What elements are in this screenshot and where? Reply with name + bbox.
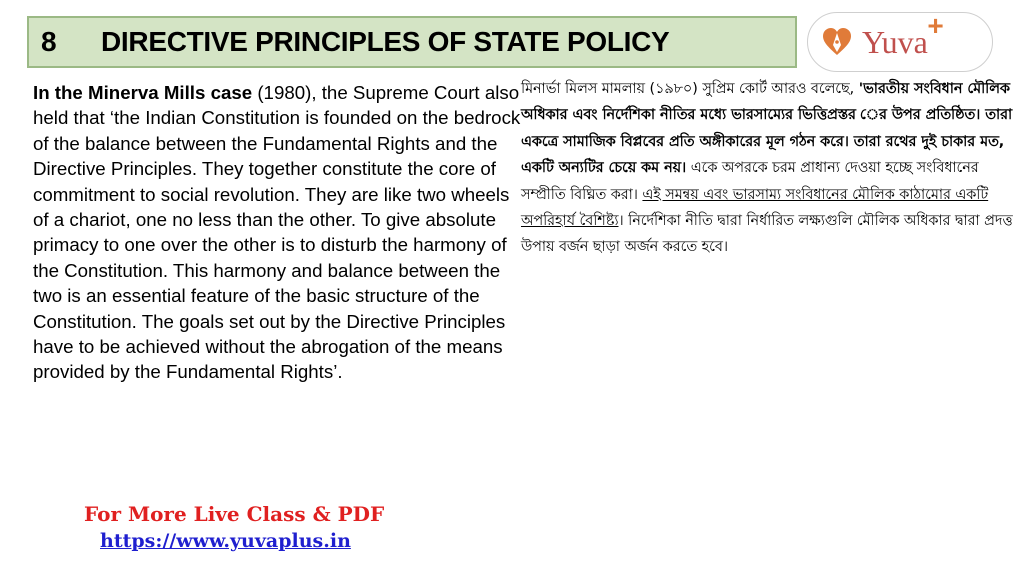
english-body: (1980), the Supreme Court also held that ‘the Indian Constitution is founded on the bedrock of the balance between the Fundamental Rights and the Directive Principles. They together constitute the core of commitment to social revolution. They are like two wheels of a chariot, one no less than the other. To give absolute primacy to one over the other is to disturb the harmony of the Constitution. This harmony and balance between the two is an essential feature of the basic structure of the Constitution. The goals set out by the Directive Principles have to be achieved without the abrogation of the means provided by the Fundamental Rights’.	[33, 82, 521, 383]
bengali-end: । নির্দেশিকা নীতি দ্বারা নির্ধারিত লক্ষ্যগুলি মৌলিক অধিকার দ্বারা প্রদত্ত উপায় বর্জন ছাড়া অর্জন করতে হবে।	[521, 213, 1013, 256]
logo-text: Yuva	[862, 24, 928, 60]
website-link[interactable]: https://www.yuvaplus.in	[100, 530, 351, 552]
logo-plus-sign: +	[927, 10, 944, 41]
bengali-intro: মিনার্ভা মিলস মামলায় (১৯৮০) সুপ্রিম কোর্ট আরও বলেছে,	[521, 81, 859, 97]
bengali-paragraph	[521, 76, 1013, 261]
bengali-underlined: এই সমন্বয় এবং ভারসাম্য সংবিধানের মৌলিক কাঠামোর একটি অপরিহার্য বৈশিষ্ট্য	[521, 186, 989, 230]
case-name: In the Minerva Mills case	[33, 82, 253, 103]
promo-text: For More Live Class & PDF	[84, 502, 385, 526]
bengali-mid: একে অপরকে চরম প্রাধান্য দেওয়া হচ্ছে সংবিধানের সম্প্রীতি বিঘ্নিত করা।	[521, 160, 979, 203]
slide-title-banner	[27, 16, 797, 68]
pen-heart-icon	[820, 25, 854, 59]
english-paragraph	[33, 80, 523, 385]
slide-number: 8	[41, 26, 57, 57]
yuva-plus-logo	[807, 12, 993, 72]
bengali-bold-quote: 'ভারতীয় সংবিধান মৌলিক অধিকার এবং নির্দেশিকা নীতির মধ্যে ভারসাম্যের ভিত্তিপ্রস্তর ের উপর প্রতিষ্ঠিত। তারা একত্রে সামাজিক বিপ্লবের প্রতি অঙ্গীকারের মূল গঠন করে। তারা রথের দুই চাকার মত, একটি অন্যটির চেয়ে কম নয়।	[521, 81, 1013, 177]
slide-title: DIRECTIVE PRINCIPLES OF STATE POLICY	[101, 26, 670, 57]
logo-wordmark	[862, 10, 944, 60]
